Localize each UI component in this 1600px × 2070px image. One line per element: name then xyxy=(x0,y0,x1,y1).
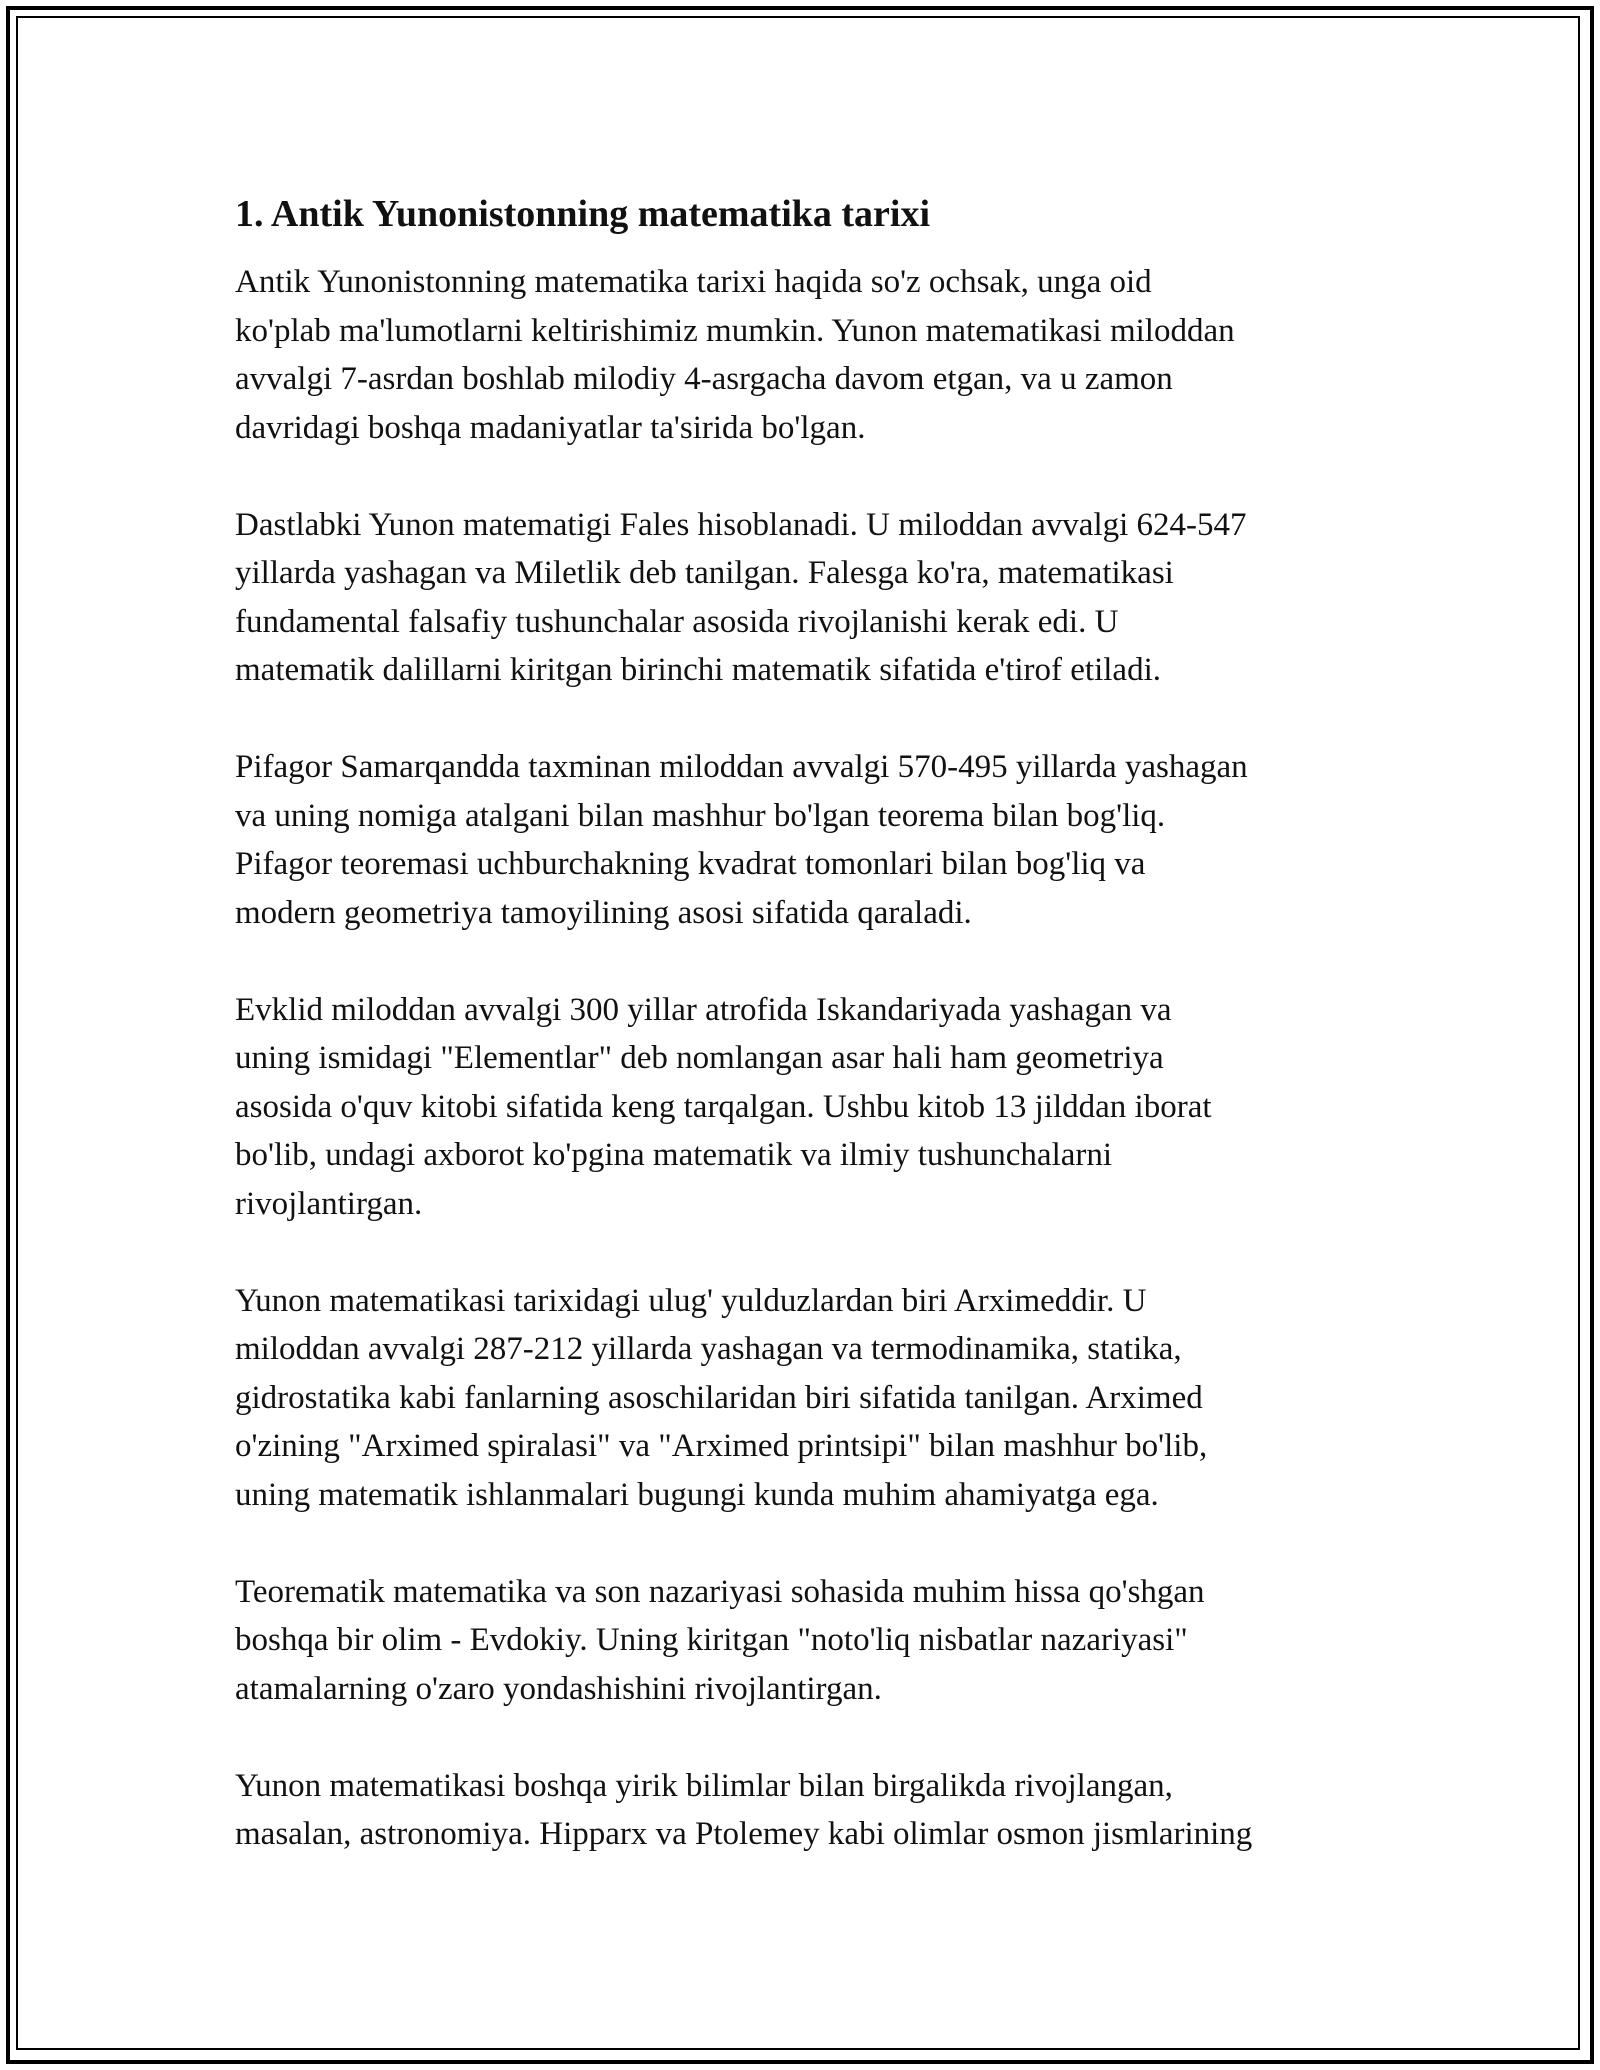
paragraph-evdokiy xyxy=(235,1568,1375,1714)
text-line: avvalgi 7-asrdan boshlab milodiy 4-asrgacha davom etgan, va u zamon xyxy=(235,361,1173,397)
text-line: Pifagor Samarqandda taxminan miloddan avvalgi 570-495 yillarda yashagan xyxy=(235,749,1248,785)
text-line: va uning nomiga atalgani bilan mashhur bo'lgan teorema bilan bog'liq. xyxy=(235,797,1166,834)
text-line: uning matematik ishlanmalari bugungi kunda muhim ahamiyatga ega. xyxy=(235,1476,1159,1513)
text-line: gidrostatika kabi fanlarning asoschilaridan biri sifatida tanilgan. Arximed xyxy=(235,1379,1203,1416)
text-line: atamalarning o'zaro yondashishini rivojlantirgan. xyxy=(235,1670,882,1707)
text-line: fundamental falsafiy tushunchalar asosida rivojlanishi kerak edi. U xyxy=(235,603,1119,640)
text-line: asosida o'quv kitobi sifatida keng tarqalgan. Ushbu kitob 13 jilddan iborat xyxy=(235,1088,1212,1125)
paragraph-intro xyxy=(235,258,1375,452)
paragraph-astronomiya xyxy=(235,1762,1375,1859)
paragraph-pifagor xyxy=(235,743,1375,937)
text-line: davridagi boshqa madaniyatlar ta'sirida bo'lgan. xyxy=(235,409,866,446)
section-heading: 1. Antik Yunonistonning matematika tarixi xyxy=(235,193,931,235)
document-body xyxy=(235,188,1375,1907)
text-line: Yunon matematikasi tarixidagi ulug' yulduzlardan biri Arximeddir. U xyxy=(235,1282,1147,1319)
text-line: ko'plab ma'lumotlarni keltirishimiz mumkin. Yunon matematikasi miloddan xyxy=(235,312,1235,349)
text-line: Evklid miloddan avvalgi 300 yillar atrofida Iskandariyada yashagan va xyxy=(235,991,1172,1028)
paragraph-fales xyxy=(235,501,1375,695)
text-line: Teorematik matematika va son nazariyasi sohasida muhim hissa qo'shgan xyxy=(235,1573,1205,1610)
text-line: Dastlabki Yunon matematigi Fales hisoblanadi. U miloddan avvalgi 624-547 xyxy=(235,506,1247,543)
text-line: Yunon matematikasi boshqa yirik bilimlar bilan birgalikda rivojlangan, xyxy=(235,1767,1173,1804)
text-line: matematik dalillarni kiritgan birinchi matematik sifatida e'tirof etiladi. xyxy=(235,652,1161,688)
text-line: miloddan avvalgi 287-212 yillarda yashagan va termodinamika, statika, xyxy=(235,1331,1182,1367)
text-line: uning ismidagi "Elementlar" deb nomlangan asar hali ham geometriya xyxy=(235,1040,1164,1076)
text-line: masalan, astronomiya. Hipparx va Ptolemey kabi olimlar osmon jismlarining xyxy=(235,1816,1253,1852)
text-line: modern geometriya tamoyilining asosi sifatida qaraladi. xyxy=(235,894,972,931)
text-line: yillarda yashagan va Miletlik deb tanilgan. Falesga ko'ra, matematikasi xyxy=(235,555,1174,591)
text-line: rivojlantirgan. xyxy=(235,1185,423,1222)
text-line: boshqa bir olim - Evdokiy. Uning kiritgan "noto'liq nisbatlar nazariyasi" xyxy=(235,1622,1188,1658)
paragraph-arximed xyxy=(235,1277,1375,1520)
text-line: o'zining "Arximed spiralasi" va "Arximed printsipi" bilan mashhur bo'lib, xyxy=(235,1428,1208,1464)
text-line: Antik Yunonistonning matematika tarixi haqida so'z ochsak, unga oid xyxy=(235,264,1152,300)
paragraph-evklid xyxy=(235,986,1375,1229)
text-line: bo'lib, undagi axborot ko'pgina matematik va ilmiy tushunchalarni xyxy=(235,1137,1113,1173)
text-line: Pifagor teoremasi uchburchakning kvadrat tomonlari bilan bog'liq va xyxy=(235,846,1146,882)
